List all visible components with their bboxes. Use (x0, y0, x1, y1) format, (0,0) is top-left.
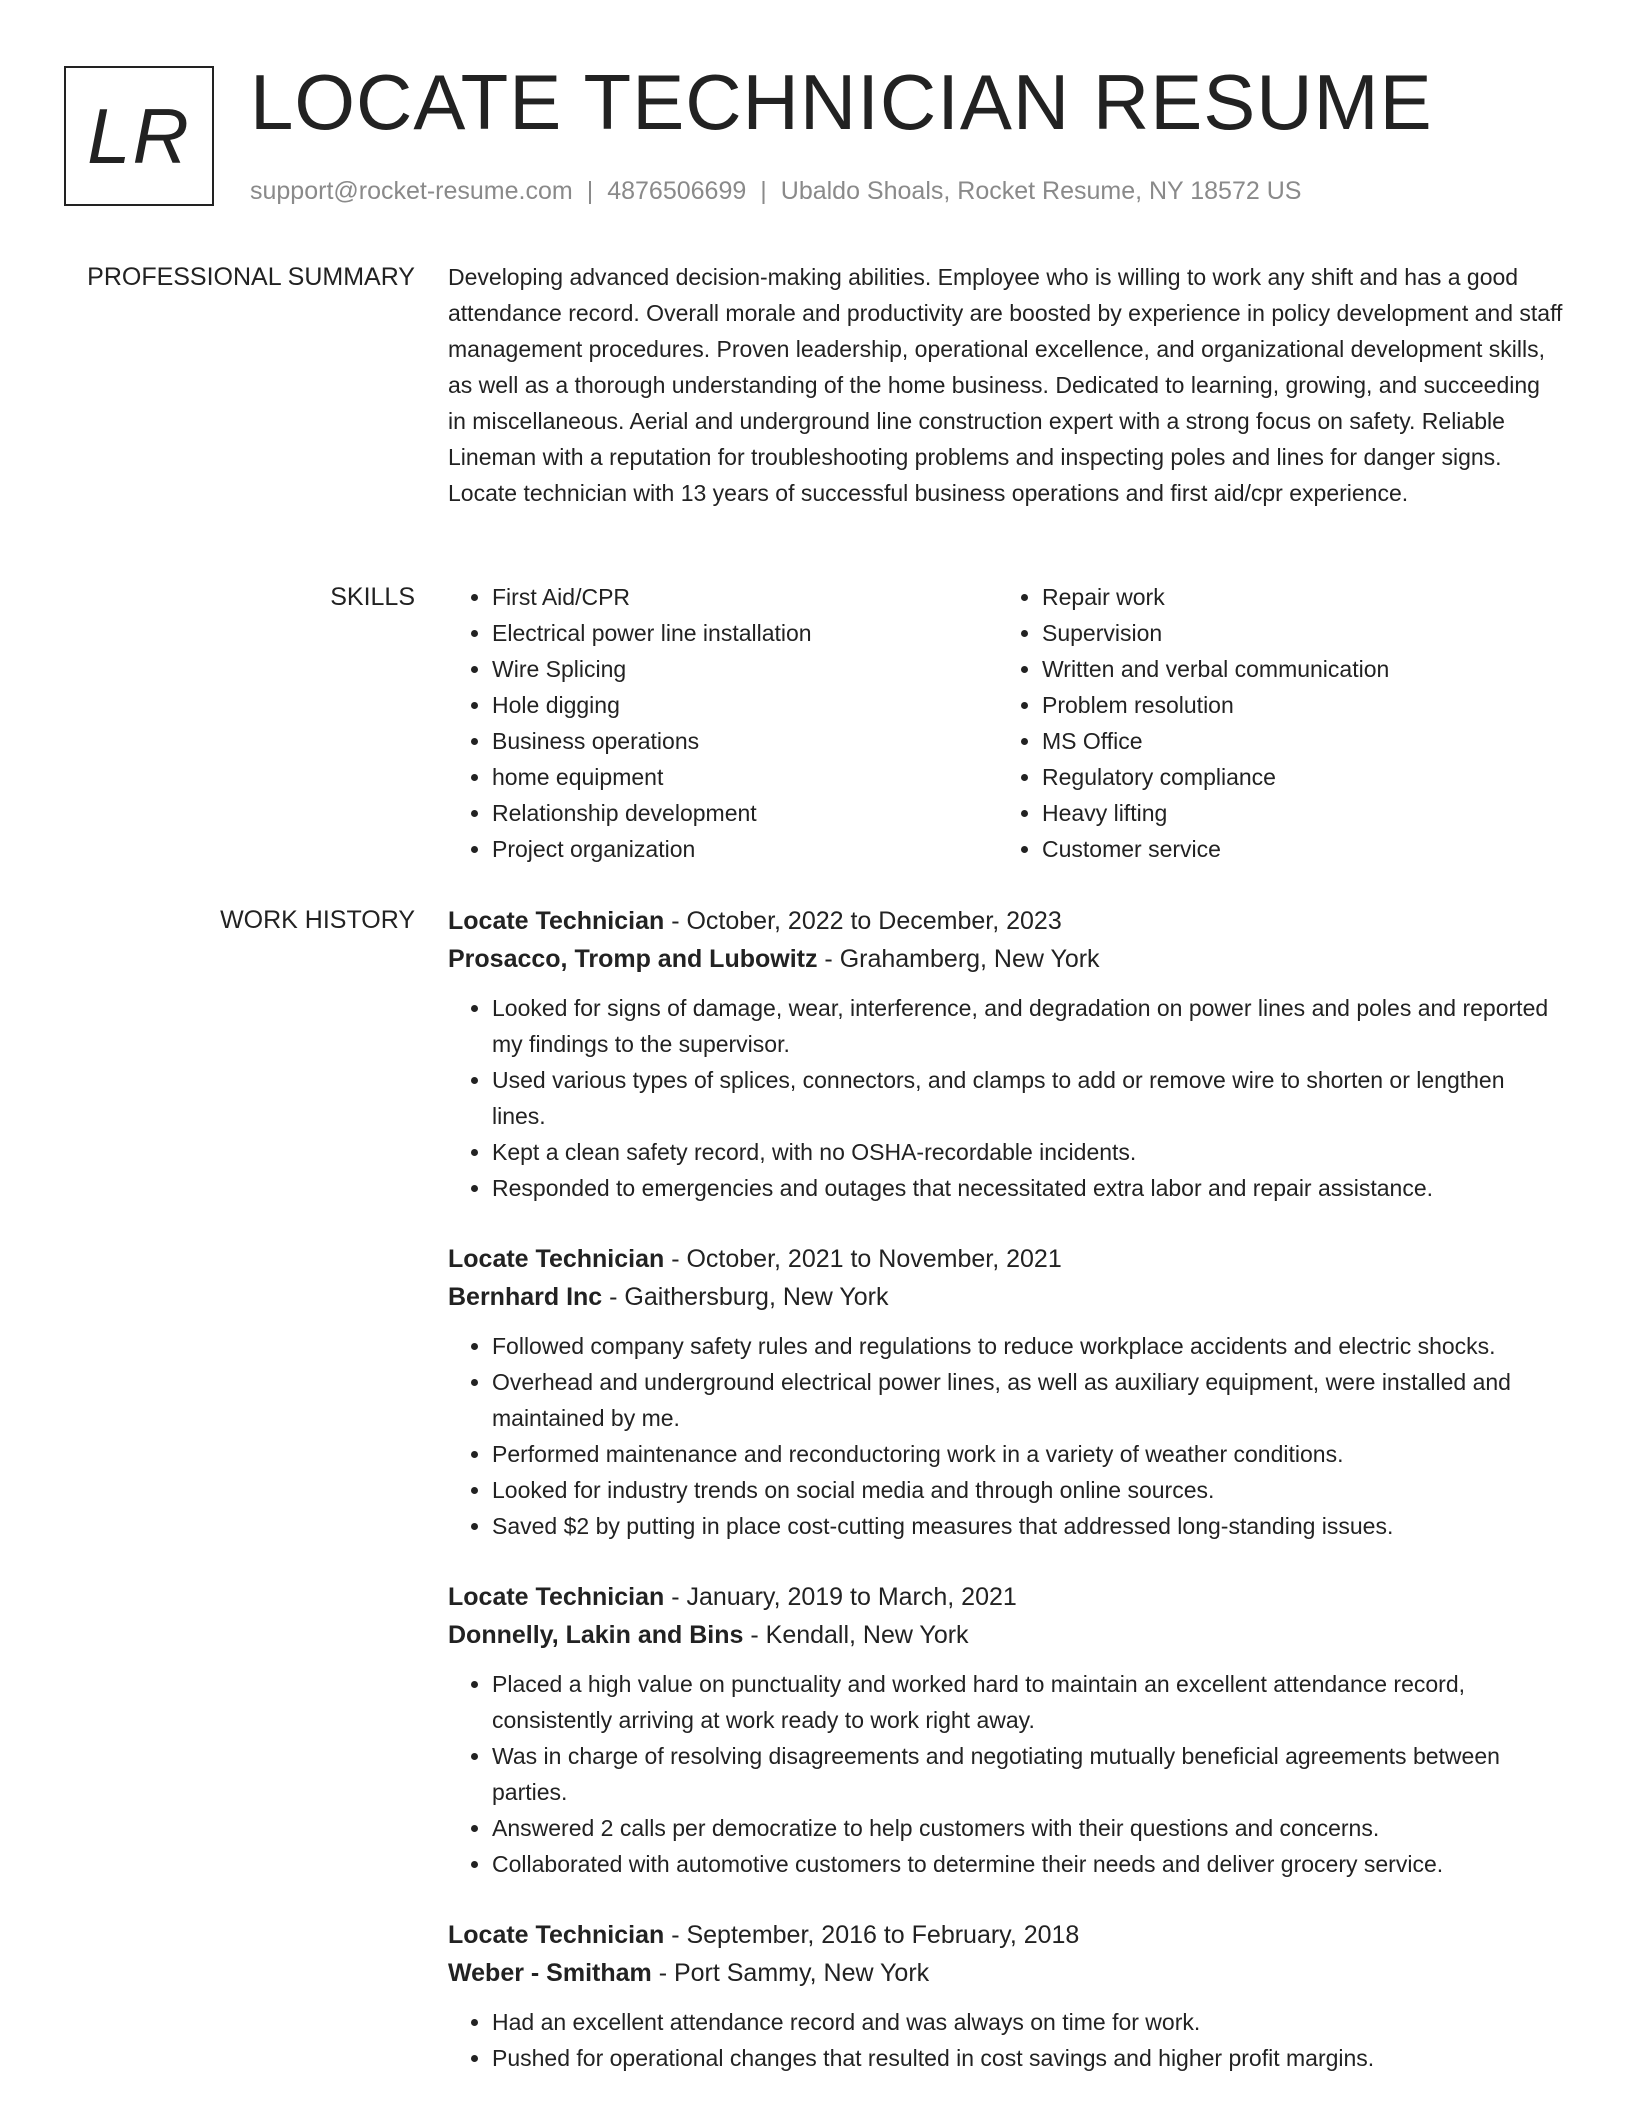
job-role-line (448, 1578, 1563, 1616)
job-bullets (448, 1666, 1563, 1882)
job-bullet: • Looked for industry trends on social media and through online sources. (492, 1472, 1563, 1508)
job-company-line (448, 940, 1563, 978)
contact-email[interactable]: support@rocket-resume.com (250, 177, 573, 205)
monogram-logo: LR (64, 66, 214, 206)
job-location: - Kendall, New York (743, 1621, 969, 1649)
job-role-line (448, 902, 1563, 940)
job-bullet: • Overhead and underground electrical power lines, as well as auxiliary equipment, were installed and maintained by me. (492, 1364, 1563, 1436)
job-bullet: • Kept a clean safety record, with no OSHA-recordable incidents. (492, 1134, 1563, 1170)
job-company: Donnelly, Lakin and Bins (448, 1621, 744, 1649)
section-title-work-history: WORK HISTORY (220, 906, 415, 934)
skill-item: • home equipment (492, 759, 998, 795)
skill-item: • Written and verbal communication (1042, 651, 1548, 687)
job-role: Locate Technician (448, 907, 665, 935)
job-bullet: • Responded to emergencies and outages that necessitated extra labor and repair assistance. (492, 1170, 1563, 1206)
job-company: Bernhard Inc (448, 1283, 603, 1311)
job-location: - Grahamberg, New York (817, 945, 1100, 973)
job-bullet: • Placed a high value on punctuality and worked hard to maintain an excellent attendance record, consistently arriving at work ready to work right away. (492, 1666, 1563, 1738)
job-bullet: • Collaborated with automotive customers to determine their needs and deliver grocery service. (492, 1846, 1563, 1882)
job-bullet: • Performed maintenance and reconductoring work in a variety of weather conditions. (492, 1436, 1563, 1472)
section-title-skills: SKILLS (330, 583, 415, 611)
job-entry (448, 1578, 1563, 1882)
job-bullets (448, 990, 1563, 1206)
skill-item: • Hole digging (492, 687, 998, 723)
job-dates: - October, 2021 to November, 2021 (664, 1245, 1062, 1273)
skill-item: • Wire Splicing (492, 651, 998, 687)
resume-title: LOCATE TECHNICIAN RESUME (250, 58, 1433, 146)
job-entry (448, 1240, 1563, 1544)
job-bullets (448, 2004, 1563, 2076)
job-role-line (448, 1916, 1563, 1954)
job-location: - Port Sammy, New York (651, 1959, 930, 1987)
job-company-line (448, 1616, 1563, 1654)
skill-item: • MS Office (1042, 723, 1548, 759)
skill-item: • Supervision (1042, 615, 1548, 651)
job-company-line (448, 1278, 1563, 1316)
skill-item: • Business operations (492, 723, 998, 759)
job-dates: - January, 2019 to March, 2021 (664, 1583, 1017, 1611)
job-company: Prosacco, Tromp and Lubowitz (448, 945, 818, 973)
job-role-line (448, 1240, 1563, 1278)
job-dates: - October, 2022 to December, 2023 (664, 907, 1062, 935)
skill-item: • First Aid/CPR (492, 579, 998, 615)
job-location: - Gaithersburg, New York (602, 1283, 889, 1311)
job-bullet: • Looked for signs of damage, wear, interference, and degradation on power lines and poles and reported my findings to the supervisor. (492, 990, 1563, 1062)
job-bullet: • Answered 2 calls per democratize to help customers with their questions and concerns. (492, 1810, 1563, 1846)
skills-list-right (998, 579, 1548, 867)
job-company-line (448, 1954, 1563, 1992)
job-bullet: • Followed company safety rules and regulations to reduce workplace accidents and electric shocks. (492, 1328, 1563, 1364)
job-bullet: • Saved $2 by putting in place cost-cutting measures that addressed long-standing issues. (492, 1508, 1563, 1544)
job-bullet: • Was in charge of resolving disagreements and negotiating mutually beneficial agreements between parties. (492, 1738, 1563, 1810)
skill-item: • Electrical power line installation (492, 615, 998, 651)
skill-item: • Repair work (1042, 579, 1548, 615)
contact-phone[interactable]: 4876506699 (607, 177, 747, 205)
skill-item: • Heavy lifting (1042, 795, 1548, 831)
job-entry (448, 1916, 1563, 2076)
job-bullet: • Had an excellent attendance record and was always on time for work. (492, 2004, 1563, 2040)
skill-item: • Relationship development (492, 795, 998, 831)
skill-item: • Project organization (492, 831, 998, 867)
job-dates: - September, 2016 to February, 2018 (664, 1921, 1080, 1949)
contact-separator: | (760, 177, 767, 205)
job-role: Locate Technician (448, 1921, 665, 1949)
contact-line (250, 174, 1301, 208)
job-company: Weber - Smitham (448, 1959, 652, 1987)
job-bullet: • Used various types of splices, connectors, and clamps to add or remove wire to shorten or lengthen lines. (492, 1062, 1563, 1134)
job-bullet: • Pushed for operational changes that resulted in cost savings and higher profit margins. (492, 2040, 1563, 2076)
job-role: Locate Technician (448, 1245, 665, 1273)
job-role: Locate Technician (448, 1583, 665, 1611)
job-bullets (448, 1328, 1563, 1544)
job-entry (448, 902, 1563, 1206)
skill-item: • Customer service (1042, 831, 1548, 867)
summary-text: Developing advanced decision-making abilities. Employee who is willing to work any shift and has a good attendance record. Overall morale and productivity are boosted by experience in policy development and staff management procedures. Proven leadership, operational excellence, and organizational development skills, as well as a thorough understanding of the home business. Dedicated to learning, growing, and succeeding in miscellaneous. Aerial and underground line construction expert with a strong focus on safety. Reliable Lineman with a reputation for troubleshooting problems and inspecting poles and lines for danger signs. Locate technician with 13 years of successful business operations and first aid/cpr experience. (448, 264, 1563, 506)
contact-separator: | (586, 177, 594, 205)
contact-address: Ubaldo Shoals, Rocket Resume, NY 18572 US (780, 177, 1302, 205)
section-title-summary: PROFESSIONAL SUMMARY (87, 263, 415, 291)
skill-item: • Regulatory compliance (1042, 759, 1548, 795)
skill-item: • Problem resolution (1042, 687, 1548, 723)
skills-list-left (448, 579, 998, 867)
